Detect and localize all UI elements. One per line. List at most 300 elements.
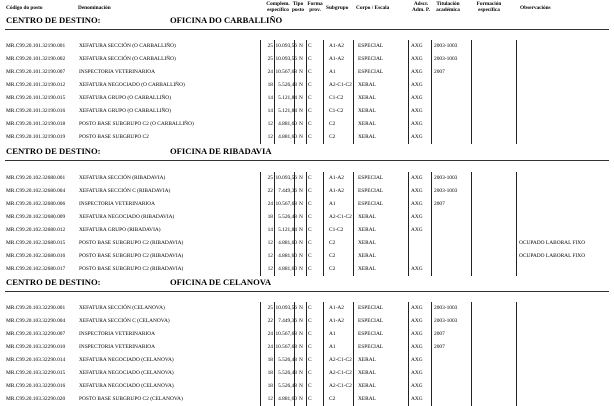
cell-forma: C (308, 69, 312, 75)
column-divider (408, 250, 409, 263)
column-divider (516, 131, 517, 144)
column-divider (323, 131, 324, 144)
cell-tipo: N (299, 370, 303, 376)
column-divider (516, 237, 517, 250)
column-divider (516, 198, 517, 211)
column-divider (408, 354, 409, 367)
cell-complem: 5.526,48 (278, 357, 297, 363)
cell-titulacion: 2003-1003 (434, 305, 458, 311)
column-divider (306, 131, 307, 144)
cell-code: MR.C99.20.101.32190.002 (6, 56, 66, 62)
header-formacion-line2: específica (478, 7, 500, 13)
cell-forma: C (308, 188, 312, 194)
cell-corpo: XERAL (358, 134, 376, 140)
cell-name: XEFATURA NEGOCIADO (CELANOVA) (79, 357, 174, 363)
column-divider (431, 118, 432, 131)
cell-name: XEFATURA SECCIÓN (CELANOVA) (79, 305, 165, 311)
column-divider (323, 393, 324, 406)
section-label: CENTRO DE DESTINO: (6, 277, 101, 287)
column-divider (431, 367, 432, 380)
column-divider (260, 79, 261, 92)
column-divider (471, 263, 472, 276)
column-divider (431, 172, 432, 185)
table-row (0, 250, 614, 263)
cell-subgrupo: A1 (329, 69, 336, 75)
cell-subgrupo: A1-A2 (329, 318, 344, 324)
column-divider (353, 354, 354, 367)
cell-name: INSPECTORIA VETERINARIOA (79, 344, 156, 350)
cell-forma: C (308, 95, 312, 101)
column-divider (353, 66, 354, 79)
column-divider (408, 237, 409, 250)
cell-name: XEFATURA SECCIÓN (O CARBALLIÑO) (79, 56, 176, 62)
cell-adscr: AXG (411, 108, 423, 114)
section-header (0, 146, 614, 158)
cell-nivel: 12 (267, 396, 273, 402)
section-label: CENTRO DE DESTINO: (6, 146, 101, 156)
cell-code: MR.C99.20.101.32190.007 (6, 69, 66, 75)
column-divider (260, 40, 261, 53)
cell-name: XEFATURA GRUPO (RIBADAVIA) (79, 227, 161, 233)
cell-nivel: 25 (267, 56, 273, 62)
column-divider (408, 315, 409, 328)
column-divider (306, 354, 307, 367)
cell-corpo: XERAL (358, 82, 376, 88)
column-divider (516, 354, 517, 367)
cell-complem: 5.121,84 (278, 108, 297, 114)
column-divider (260, 315, 261, 328)
cell-complem: 5.526,48 (278, 370, 297, 376)
cell-nivel: 14 (267, 108, 273, 114)
column-divider (353, 263, 354, 276)
column-divider (323, 367, 324, 380)
cell-complem: 4.881,60 (278, 240, 297, 246)
cell-code: MR.C99.20.103.32290.007 (6, 331, 66, 337)
column-divider (306, 315, 307, 328)
cell-obs: OCUPADO LABORAL FIXO (519, 253, 586, 259)
cell-forma: C (308, 318, 312, 324)
column-divider (408, 185, 409, 198)
cell-name: POSTO BASE SUBGRUPO C2 (O CARBALLIÑO) (79, 121, 194, 127)
cell-adscr: AXG (411, 331, 423, 337)
column-divider (516, 250, 517, 263)
column-divider (431, 40, 432, 53)
column-divider (260, 354, 261, 367)
cell-corpo: ESPECIAL (358, 331, 384, 337)
cell-titulacion: 2007 (434, 344, 445, 350)
cell-code: MR.C99.20.101.32190.018 (6, 121, 66, 127)
column-divider (471, 380, 472, 393)
cell-corpo: XERAL (358, 383, 376, 389)
cell-name: XEFATURA SECCIÓN (O CARBALLIÑO) (79, 43, 176, 49)
column-divider (353, 315, 354, 328)
column-divider (323, 224, 324, 237)
section-office: OFICINA DE RIBADAVIA (170, 146, 272, 156)
cell-name: XEFATURA SECCIÓN (RIBADAVIA) (79, 175, 166, 181)
cell-complem: 10.093,56 (275, 56, 297, 62)
cell-code: MR.C99.20.102.32680.009 (6, 214, 66, 220)
cell-corpo: XERAL (358, 370, 376, 376)
cell-adscr: AXG (411, 175, 423, 181)
column-divider (516, 224, 517, 237)
column-divider (431, 131, 432, 144)
cell-corpo: XERAL (358, 95, 376, 101)
cell-name: XEFATURA NEGOCIADO (O CARBALLIÑO) (79, 82, 185, 88)
cell-forma: C (308, 43, 312, 49)
cell-subgrupo: A1 (329, 331, 336, 337)
column-divider (516, 185, 517, 198)
cell-corpo: ESPECIAL (358, 344, 384, 350)
cell-complem: 10.093,56 (275, 175, 297, 181)
column-divider (323, 172, 324, 185)
column-divider (260, 393, 261, 406)
column-divider (431, 66, 432, 79)
header-formacion (474, 1, 504, 13)
header-subgrupo: Subgrupo (326, 5, 349, 11)
column-divider (306, 250, 307, 263)
cell-nivel: 24 (267, 344, 273, 350)
cell-forma: C (308, 201, 312, 207)
cell-titulacion: 2007 (434, 201, 445, 207)
cell-corpo: ESPECIAL (358, 188, 384, 194)
cell-titulacion: 2007 (434, 331, 445, 337)
section-label: CENTRO DE DESTINO: (6, 15, 101, 25)
header-observacions: Observacións (520, 5, 551, 11)
column-divider (353, 105, 354, 118)
column-divider (471, 185, 472, 198)
cell-subgrupo: C2 (329, 396, 336, 402)
cell-nivel: 25 (267, 305, 273, 311)
header-forma-line1: Forma (307, 1, 323, 7)
column-divider (306, 224, 307, 237)
cell-name: XEFATURA NEGOCIADO (CELANOVA) (79, 370, 174, 376)
cell-tipo: N (299, 43, 303, 49)
column-divider (408, 393, 409, 406)
cell-name: XEFATURA GRUPO (O CARBALLIÑO) (79, 95, 171, 101)
column-divider (516, 367, 517, 380)
header-adscr (411, 1, 431, 13)
cell-adscr: AXG (411, 56, 423, 62)
column-divider (471, 341, 472, 354)
cell-adscr: AXG (411, 344, 423, 350)
table-row (0, 105, 614, 118)
header-complem-line2: específico (267, 7, 289, 13)
cell-subgrupo: A2-C1-C2 (329, 370, 352, 376)
table-row (0, 367, 614, 380)
cell-adscr: AXG (411, 43, 423, 49)
table-row (0, 131, 614, 144)
cell-name: POSTO BASE SUBGRUPO C2 (79, 134, 149, 140)
cell-name: POSTO BASE SUBGRUPO C2 (RIBADAVIA) (79, 240, 184, 246)
column-divider (306, 211, 307, 224)
column-divider (353, 198, 354, 211)
column-divider (323, 315, 324, 328)
section-header (0, 15, 614, 27)
column-divider (408, 341, 409, 354)
column-divider (323, 105, 324, 118)
cell-subgrupo: A1 (329, 201, 336, 207)
column-divider (353, 40, 354, 53)
column-divider (353, 131, 354, 144)
column-divider (306, 237, 307, 250)
cell-complem: 5.121,84 (278, 95, 297, 101)
table-row (0, 198, 614, 211)
header-adscr-line1: Adscr. (413, 1, 429, 7)
cell-tipo: N (299, 121, 303, 127)
cell-complem: 4.881,60 (278, 253, 297, 259)
cell-corpo: ESPECIAL (358, 305, 384, 311)
column-divider (306, 40, 307, 53)
table-row (0, 224, 614, 237)
column-divider (471, 367, 472, 380)
cell-code: MR.C99.20.101.32190.019 (6, 134, 66, 140)
column-divider (471, 118, 472, 131)
section-rule (5, 291, 609, 292)
column-divider (323, 250, 324, 263)
cell-code: MR.C99.20.102.32680.006 (6, 201, 66, 207)
cell-corpo: XERAL (358, 240, 376, 246)
cell-tipo: N (299, 344, 303, 350)
cell-adscr: AXG (411, 188, 423, 194)
header-tipo-line1: Tipo (292, 1, 304, 7)
column-divider (260, 198, 261, 211)
cell-tipo: N (299, 188, 303, 194)
cell-tipo: N (299, 56, 303, 62)
column-divider (408, 105, 409, 118)
cell-adscr: AXG (411, 305, 423, 311)
column-divider (323, 92, 324, 105)
column-divider (306, 118, 307, 131)
cell-nivel: 14 (267, 227, 273, 233)
cell-corpo: ESPECIAL (358, 318, 384, 324)
column-divider (353, 341, 354, 354)
cell-name: XEFATURA NEGOCIADO (RIBADAVIA) (79, 214, 175, 220)
section-header (0, 277, 614, 289)
cell-adscr: AXG (411, 121, 423, 127)
column-divider (323, 66, 324, 79)
table-row (0, 118, 614, 131)
column-divider (260, 263, 261, 276)
column-divider (260, 53, 261, 66)
column-divider (408, 263, 409, 276)
column-divider (260, 105, 261, 118)
cell-subgrupo: C2 (329, 121, 336, 127)
cell-forma: C (308, 266, 312, 272)
cell-subgrupo: A2-C1-C2 (329, 357, 352, 363)
column-divider (431, 328, 432, 341)
cell-complem: 5.526,48 (278, 82, 297, 88)
cell-complem: 5.121,84 (278, 227, 297, 233)
column-divider (353, 367, 354, 380)
cell-adscr: AXG (411, 82, 423, 88)
cell-code: MR.C99.20.102.32680.015 (6, 240, 66, 246)
cell-corpo: ESPECIAL (358, 56, 384, 62)
column-divider (516, 66, 517, 79)
column-divider (353, 185, 354, 198)
cell-forma: C (308, 227, 312, 233)
cell-subgrupo: C1-C2 (329, 95, 344, 101)
column-divider (353, 53, 354, 66)
column-divider (353, 393, 354, 406)
cell-adscr: AXG (411, 95, 423, 101)
cell-nivel: 18 (267, 214, 273, 220)
column-divider (471, 92, 472, 105)
cell-nivel: 24 (267, 69, 273, 75)
cell-forma: C (308, 370, 312, 376)
column-divider (431, 185, 432, 198)
column-divider (471, 79, 472, 92)
header-adscr-line2: Adm. P. (412, 7, 430, 13)
column-divider (260, 341, 261, 354)
header-complem (264, 1, 292, 13)
column-divider (306, 53, 307, 66)
header-formacion-line1: Formación (476, 1, 502, 7)
column-divider (431, 302, 432, 315)
header-forma (306, 1, 324, 13)
table-row (0, 185, 614, 198)
cell-tipo: N (299, 305, 303, 311)
column-divider (323, 328, 324, 341)
cell-subgrupo: A2-C1-C2 (329, 214, 352, 220)
column-divider (353, 211, 354, 224)
column-divider (471, 172, 472, 185)
cell-code: MR.C99.20.101.32190.016 (6, 108, 66, 114)
header-titulacion (433, 1, 463, 13)
column-divider (516, 53, 517, 66)
column-divider (323, 263, 324, 276)
header-titulacion-line2: académica (436, 7, 460, 13)
column-divider (306, 302, 307, 315)
column-divider (323, 53, 324, 66)
cell-corpo: XERAL (358, 396, 376, 402)
table-row (0, 315, 614, 328)
cell-tipo: N (299, 201, 303, 207)
cell-name: XEFATURA SECCIÓN C (RIBADAVIA) (79, 188, 171, 194)
cell-adscr: AXG (411, 69, 423, 75)
cell-subgrupo: C2 (329, 240, 336, 246)
cell-subgrupo: A1 (329, 344, 336, 350)
cell-corpo: ESPECIAL (358, 69, 384, 75)
cell-adscr: AXG (411, 383, 423, 389)
column-divider (306, 92, 307, 105)
cell-complem: 10.093,56 (275, 305, 297, 311)
table-row (0, 66, 614, 79)
column-divider (516, 211, 517, 224)
column-divider (431, 198, 432, 211)
cell-forma: C (308, 134, 312, 140)
cell-tipo: N (299, 253, 303, 259)
column-divider (306, 341, 307, 354)
cell-name: XEFATURA GRUPO (O CARBALLIÑO) (79, 108, 171, 114)
column-divider (260, 172, 261, 185)
cell-nivel: 18 (267, 383, 273, 389)
cell-corpo: ESPECIAL (358, 43, 384, 49)
column-divider (353, 79, 354, 92)
column-divider (431, 79, 432, 92)
column-divider (516, 118, 517, 131)
column-divider (306, 380, 307, 393)
column-divider (260, 211, 261, 224)
column-divider (408, 131, 409, 144)
cell-nivel: 22 (267, 188, 273, 194)
column-divider (408, 198, 409, 211)
cell-forma: C (308, 357, 312, 363)
cell-tipo: N (299, 95, 303, 101)
column-divider (431, 380, 432, 393)
cell-subgrupo: A1-A2 (329, 188, 344, 194)
cell-tipo: N (299, 69, 303, 75)
column-divider (260, 185, 261, 198)
column-divider (471, 315, 472, 328)
cell-corpo: ESPECIAL (358, 175, 384, 181)
column-divider (471, 237, 472, 250)
cell-tipo: N (299, 108, 303, 114)
header-denominacion: Denominación (78, 5, 111, 11)
cell-nivel: 12 (267, 240, 273, 246)
cell-subgrupo: C2 (329, 266, 336, 272)
column-divider (516, 328, 517, 341)
cell-tipo: N (299, 383, 303, 389)
cell-nivel: 12 (267, 266, 273, 272)
column-divider (431, 224, 432, 237)
column-divider (471, 250, 472, 263)
column-divider (471, 198, 472, 211)
header-tipo (290, 1, 306, 13)
column-divider (408, 79, 409, 92)
cell-forma: C (308, 331, 312, 337)
column-divider (431, 105, 432, 118)
column-divider (260, 131, 261, 144)
header-complem-line1: Complem. (266, 1, 290, 7)
cell-code: MR.C99.20.101.32190.001 (6, 43, 66, 49)
cell-tipo: N (299, 227, 303, 233)
column-divider (323, 341, 324, 354)
column-divider (431, 53, 432, 66)
table-row (0, 302, 614, 315)
cell-forma: C (308, 305, 312, 311)
header-corpo: Corpo / Escala (356, 5, 390, 11)
cell-forma: C (308, 56, 312, 62)
cell-code: MR.C99.20.102.32680.001 (6, 175, 66, 181)
column-divider (471, 302, 472, 315)
column-divider (306, 105, 307, 118)
cell-subgrupo: A1-A2 (329, 305, 344, 311)
cell-code: MR.C99.20.103.32290.004 (6, 318, 66, 324)
column-divider (353, 237, 354, 250)
cell-titulacion: 2003-1003 (434, 43, 458, 49)
column-divider (431, 393, 432, 406)
column-divider (323, 380, 324, 393)
cell-code: MR.C99.20.102.32680.004 (6, 188, 66, 194)
column-divider (431, 315, 432, 328)
column-divider (323, 185, 324, 198)
header-titulacion-line1: Titulación (436, 1, 460, 7)
cell-subgrupo: C1-C2 (329, 108, 344, 114)
cell-nivel: 18 (267, 82, 273, 88)
cell-subgrupo: C2 (329, 253, 336, 259)
cell-forma: C (308, 175, 312, 181)
cell-tipo: N (299, 240, 303, 246)
cell-corpo: XERAL (358, 108, 376, 114)
cell-corpo: ESPECIAL (358, 201, 384, 207)
cell-adscr: AXG (411, 266, 423, 272)
column-divider (408, 40, 409, 53)
column-divider (260, 328, 261, 341)
column-divider (353, 172, 354, 185)
column-divider (408, 224, 409, 237)
column-divider (431, 237, 432, 250)
column-divider (260, 66, 261, 79)
